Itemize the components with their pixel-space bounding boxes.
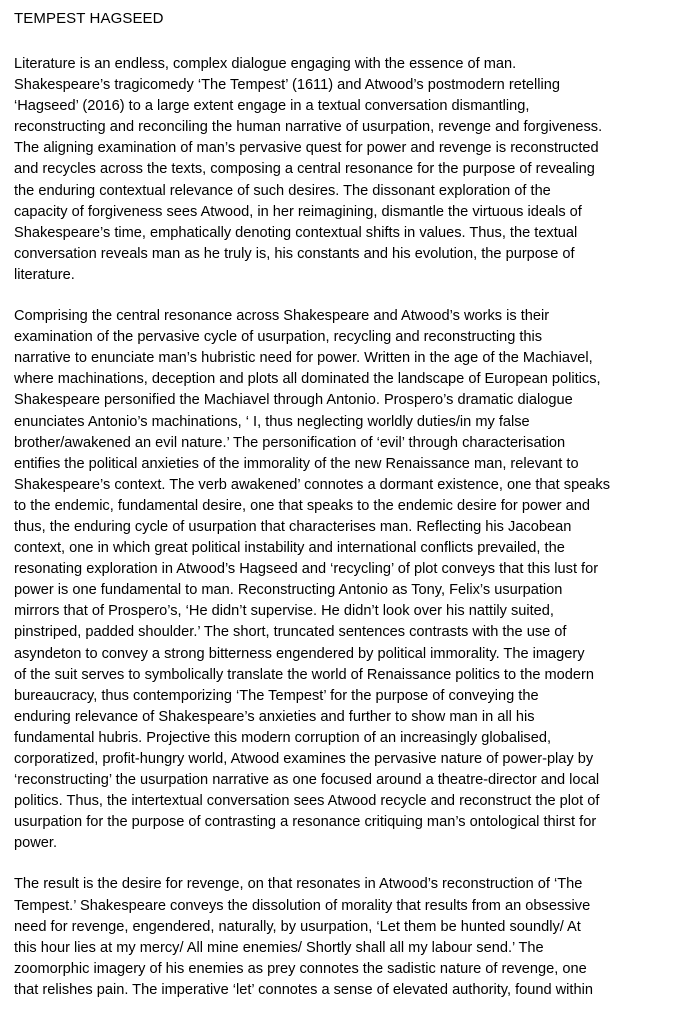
text-line: Tempest.’ Shakespeare conveys the dissolution of morality that results from an obsessive xyxy=(14,897,591,914)
text-line: entifies the political anxieties of the immorality of the new Renaissance man, relevant to xyxy=(14,455,579,472)
paragraph-3 xyxy=(14,874,680,1001)
text-line: usurpation for the purpose of contrasting a resonance critiquing man’s ontological thirst for xyxy=(14,814,597,831)
text-line: need for revenge, engendered, naturally, by usurpation, ‘Let them be hunted soundly/ At xyxy=(14,918,581,935)
paragraph-1 xyxy=(14,54,680,286)
text-line: enduring relevance of Shakespeare’s anxieties and further to show man in all his xyxy=(14,708,535,725)
text-line: capacity of forgiveness sees Atwood, in her reimagining, dismantle the virtuous ideals of xyxy=(14,203,582,220)
text-line: ‘reconstructing’ the usurpation narrative as one focused around a theatre-director and local xyxy=(14,772,600,789)
document-title: TEMPEST HAGSEED xyxy=(14,10,164,27)
text-line: literature. xyxy=(14,266,75,283)
text-line: enunciates Antonio’s machinations, ‘ I, thus neglecting worldly duties/in my false xyxy=(14,413,530,430)
text-line: Shakespeare’s tragicomedy ‘The Tempest’ (1611) and Atwood’s postmodern retelling xyxy=(14,77,560,94)
text-line: Shakespeare personified the Machiavel through Antonio. Prospero’s dramatic dialogue xyxy=(14,392,573,409)
text-line: ‘Hagseed’ (2016) to a large extent engage in a textual conversation dismantling, xyxy=(14,98,530,115)
text-line: politics. Thus, the intertextual conversation sees Atwood recycle and reconstruct the plot of xyxy=(14,793,600,810)
text-line: asyndeton to convey a strong bitterness engendered by political immorality. The imagery xyxy=(14,645,585,662)
text-line: Shakespeare’s context. The verb awakened’ connotes a dormant existence, one that speaks xyxy=(14,476,611,493)
text-line: where machinations, deception and plots all dominated the landscape of European politics, xyxy=(14,371,601,388)
text-line: examination of the pervasive cycle of usurpation, recycling and reconstructing this xyxy=(14,329,543,346)
text-line: the enduring contextual relevance of such desires. The dissonant exploration of the xyxy=(14,182,551,199)
text-line: Comprising the central resonance across Shakespeare and Atwood’s works is their xyxy=(14,308,550,325)
text-line: brother/awakened an evil nature.’ The personification of ‘evil’ through characterisation xyxy=(14,434,566,451)
text-line: that relishes pain. The imperative ‘let’ connotes a sense of elevated authority, found within xyxy=(14,981,593,998)
paragraph-2 xyxy=(14,306,680,854)
text-line: and recycles across the texts, composing a central resonance for the purpose of revealing xyxy=(14,161,595,178)
text-line: Literature is an endless, complex dialogue engaging with the essence of man. xyxy=(14,56,517,72)
text-line: this hour lies at my mercy/ All mine enemies/ Shortly shall all my labour send.’ The xyxy=(14,939,544,956)
text-line: pinstriped, padded shoulder.’ The short, truncated sentences contrasts with the use of xyxy=(14,624,567,641)
text-line: conversation reveals man as he truly is, his constants and his evolution, the purpose of xyxy=(14,245,575,262)
text-line: to the endemic, fundamental desire, one that speaks to the endemic desire for power and xyxy=(14,497,590,514)
text-line: reconstructing and reconciling the human narrative of usurpation, revenge and forgiveness. xyxy=(14,119,603,136)
text-line: corporatized, profit-hungry world, Atwood examines the pervasive nature of power-play by xyxy=(14,751,594,767)
document-body xyxy=(14,54,680,1021)
text-line: Shakespeare’s time, emphatically denoting contextual shifts in values. Thus, the textual xyxy=(14,224,578,241)
text-line: context, one in which great political instability and international conflicts prevailed, the xyxy=(14,540,565,557)
text-line: bureaucracy, thus contemporizing ‘The Tempest’ for the purpose of conveying the xyxy=(14,687,539,704)
text-line: zoomorphic imagery of his enemies as prey connotes the sadistic nature of revenge, one xyxy=(14,960,587,977)
text-line: narrative to enunciate man’s hubristic need for power. Written in the age of the Machiavel, xyxy=(14,350,593,367)
text-line: mirrors that of Prospero’s, ‘He didn’t supervise. He didn’t look over his nattily suited, xyxy=(14,603,554,620)
text-line: power is one fundamental to man. Reconstructing Antonio as Tony, Felix’s usurpation xyxy=(14,582,563,599)
text-line: of the suit serves to symbolically translate the world of Renaissance politics to the modern xyxy=(14,666,594,683)
text-line: thus, the enduring cycle of usurpation that characterises man. Reflecting his Jacobean xyxy=(14,518,572,535)
text-line: power. xyxy=(14,835,57,852)
text-line: The aligning examination of man’s pervasive quest for power and revenge is reconstructed xyxy=(14,140,599,157)
text-line: fundamental hubris. Projective this modern corruption of an increasingly globalised, xyxy=(14,729,552,746)
text-line: The result is the desire for revenge, on that resonates in Atwood’s reconstruction of ‘The xyxy=(14,876,583,893)
text-line: resonating exploration in Atwood’s Hagseed and ‘recycling’ of plot conveys that this lust for xyxy=(14,561,599,578)
